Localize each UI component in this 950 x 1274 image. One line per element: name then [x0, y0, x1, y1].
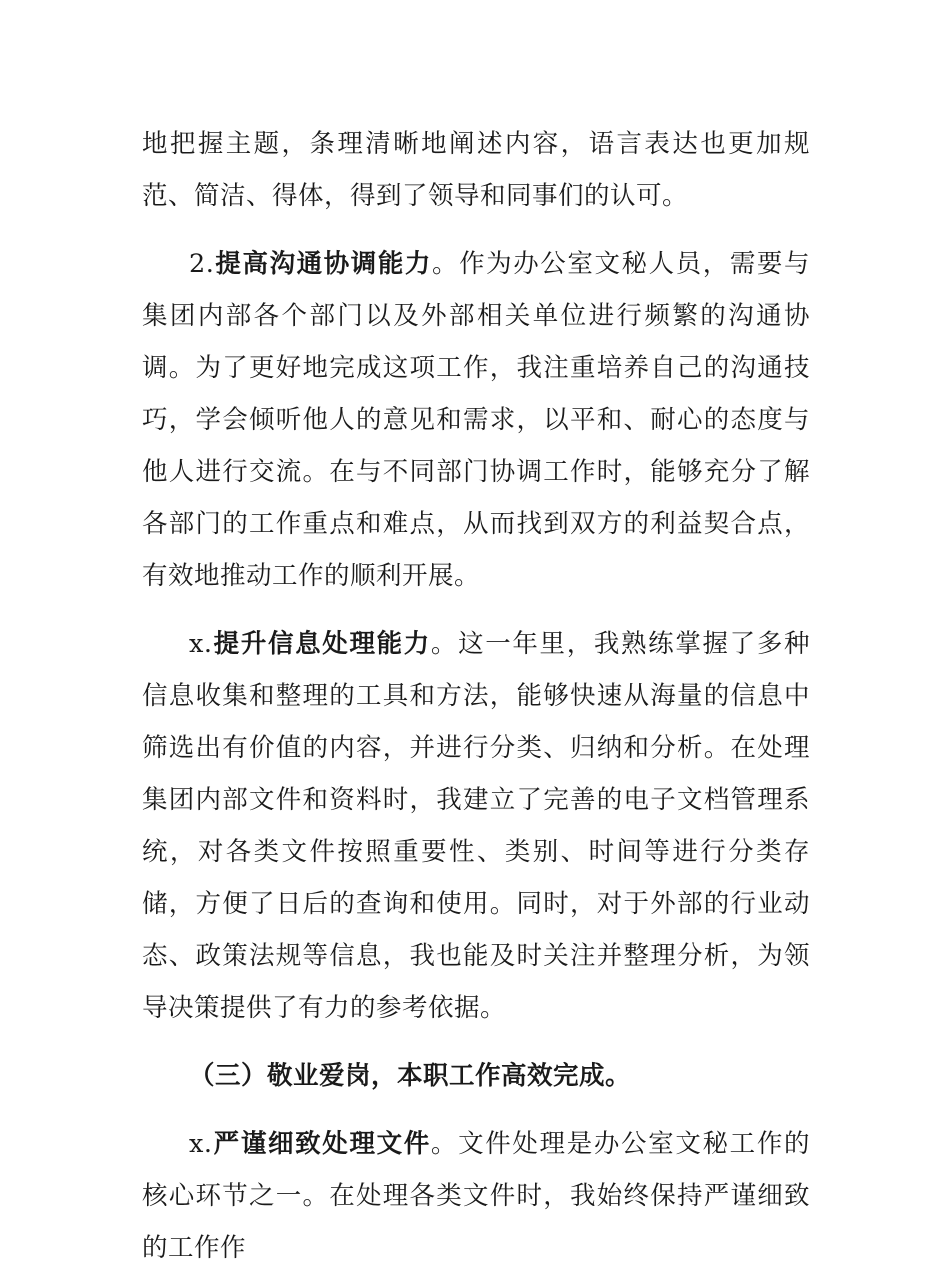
item-title: 提升信息处理能力	[212, 629, 431, 659]
item-title: 严谨细致处理文件	[212, 1129, 431, 1159]
paragraph-item-communication	[142, 238, 810, 602]
paragraph-item-documents	[142, 1118, 810, 1274]
item-number: x.	[189, 1129, 213, 1159]
item-body: 。文件处理是办公室文秘工作的核心环节之一。在处理各类文件时，我始终保持严谨细致的工作作	[142, 1129, 810, 1263]
section-heading: （三）敬业爱岗，本职工作高效完成。	[189, 1061, 632, 1091]
item-body: 。作为办公室文秘人员，需要与集团内部各个部门以及外部相关单位进行频繁的沟通协调。为了更好地完成这项工作，我注重培养自己的沟通技巧，学会倾听他人的意见和需求，以平和、耐心的态度与他人进行交流。在与不同部门协调工作时，能够充分了解各部门的工作重点和难点，从而找到双方的利益契合点，有效地推动工作的顺利开展。	[142, 249, 810, 591]
item-number: x.	[189, 629, 213, 659]
item-title: 提高沟通协调能力	[214, 249, 433, 279]
item-body: 。这一年里，我熟练掌握了多种信息收集和整理的工具和方法，能够快速从海量的信息中筛选出有价值的内容，并进行分类、归纳和分析。在处理集团内部文件和资料时，我建立了完善的电子文档管理系统，对各类文件按照重要性、类别、时间等进行分类存储，方便了日后的查询和使用。同时，对于外部的行业动态、政策法规等信息，我也能及时关注并整理分析，为领导决策提供了有力的参考依据。	[142, 629, 810, 1023]
item-number: 2.	[189, 249, 215, 279]
paragraph-continuation: 地把握主题，条理清晰地阐述内容，语言表达也更加规范、简洁、得体，得到了领导和同事们的认可。	[142, 129, 810, 211]
paragraph-item-information	[142, 618, 810, 1034]
document-page	[142, 118, 810, 1274]
